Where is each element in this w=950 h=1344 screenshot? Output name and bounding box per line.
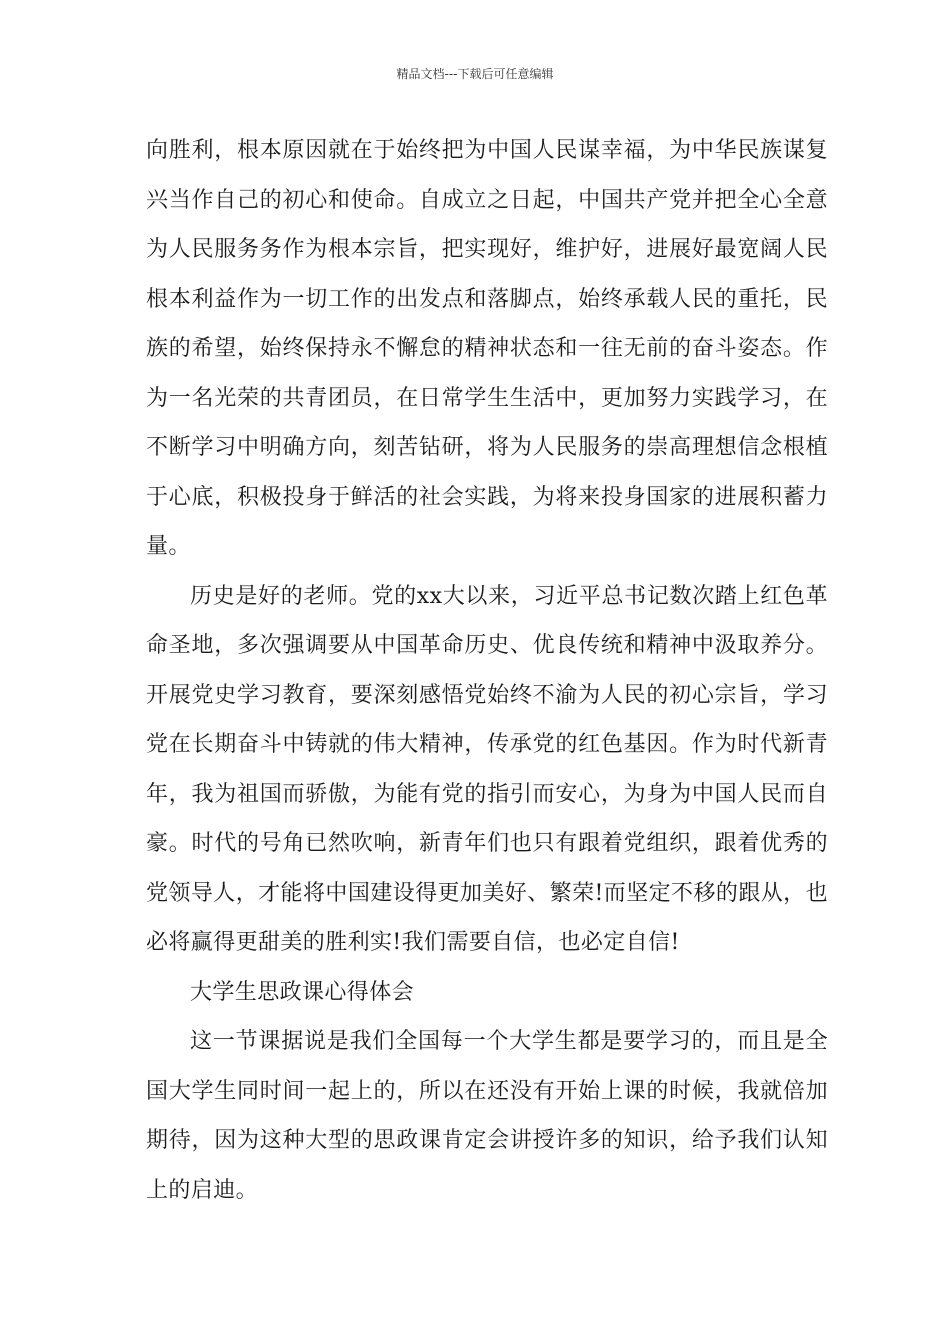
- paragraph: 向胜利，根本原因就在于始终把为中国人民谋幸福，为中华民族谋复兴当作自己的初心和使命。自成立之日起，中国共产党并把全心全意为人民服务务作为根本宗旨，把实现好，维护好，进展好最宽阔人民根本利益作为一切工作的出发点和落脚点，始终承载人民的重托，民族的希望，始终保持永不懈怠的精神状态和一往无前的奋斗姿态。作为一名光荣的共青团员，在日常学生生活中，更加努力实践学习，在不断学习中明确方向，刻苦钻研，将为人民服务的崇高理想信念根植于心底，积极投身于鲜活的社会实践，为将来投身国家的进展积蓄力量。: [146, 138, 828, 559]
- page-header: 精品文档---下载后可任意编辑: [396, 67, 554, 81]
- document-body: [146, 126, 828, 1215]
- section-heading: 大学生思政课心得体会: [190, 979, 415, 1005]
- paragraph: 这一节课据说是我们全国每一个大学生都是要学习的，而且是全国大学生同时间一起上的，所以在还没有开始上课的时候，我就倍加期待，因为这种大型的思政课肯定会讲授许多的知识，给予我们认知上的启迪。: [146, 1029, 828, 1203]
- paragraph: 历史是好的老师。党的xx大以来，习近平总书记数次踏上红色革命圣地，多次强调要从中国革命历史、优良传统和精神中汲取养分。开展党史学习教育，要深刻感悟党始终不渝为人民的初心宗旨，学习党在长期奋斗中铸就的伟大精神，传承党的红色基因。作为时代新青年，我为祖国而骄傲，为能有党的指引而安心，为身为中国人民而自豪。时代的号角已然吹响，新青年们也只有跟着党组织，跟着优秀的党领导人，才能将中国建设得更加美好、繁荣!而坚定不移的跟从，也必将赢得更甜美的胜利实!我们需要自信，也必定自信!: [146, 583, 828, 955]
